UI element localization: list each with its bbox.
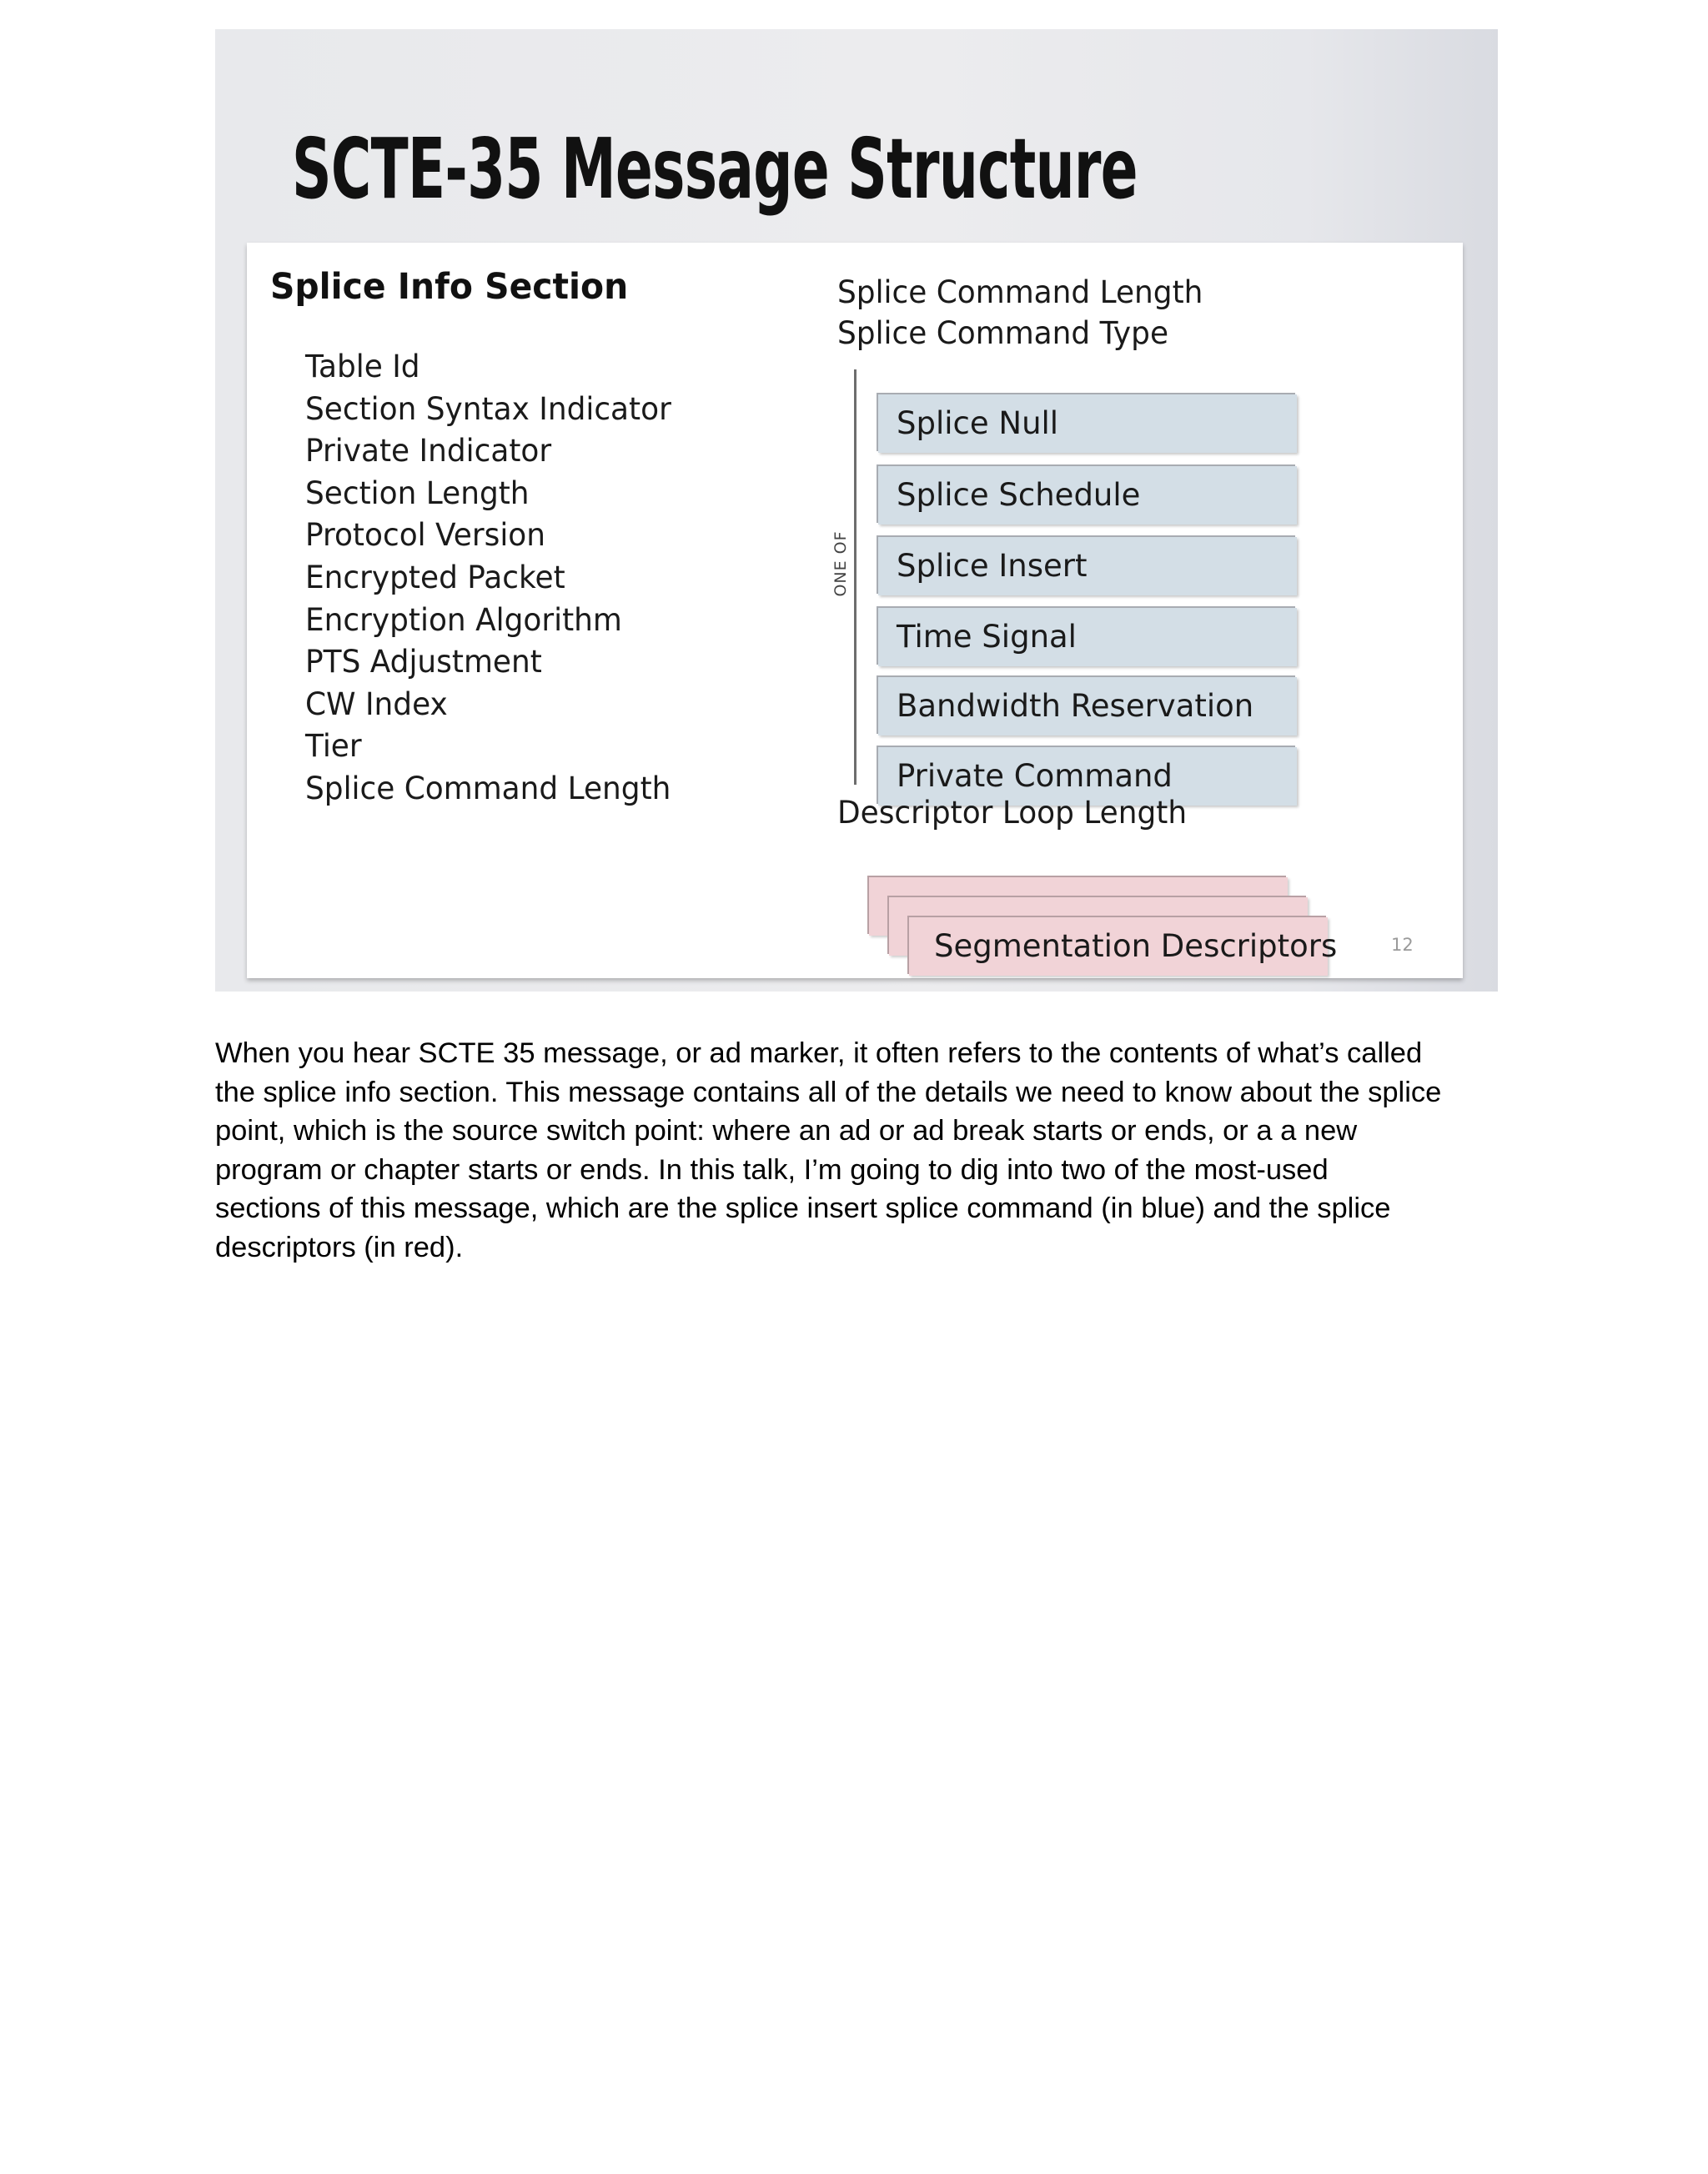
descriptors-label: Segmentation Descriptors	[934, 928, 1338, 964]
field-item: Private Indicator	[305, 433, 552, 469]
field-item: PTS Adjustment	[305, 644, 542, 680]
descriptor-box-front	[909, 917, 1338, 976]
field-item: Splice Command Length	[305, 770, 671, 806]
content-panel	[247, 243, 1463, 978]
field-item: Section Syntax Indicator	[305, 390, 671, 427]
command-type-label: Splice Command Type	[837, 315, 1169, 351]
field-item: CW Index	[305, 685, 448, 722]
command-box-splice-insert: Splice Insert	[878, 537, 1297, 595]
field-item: Protocol Version	[305, 517, 546, 554]
notes-line: sections of this message, which are the splice insert splice command (in blue) and the splice	[215, 1192, 1391, 1224]
command-box-splice-null: Splice Null	[878, 394, 1297, 453]
field-item: Tier	[305, 728, 362, 765]
command-box-private-command: Private Command	[878, 747, 1297, 806]
notes-line: point, which is the source switch point: where an ad or ad break starts or ends, or a a new	[215, 1115, 1358, 1147]
descriptor-loop-length-label: Descriptor Loop Length	[837, 795, 1188, 831]
command-box-time-signal: Time Signal	[878, 608, 1297, 666]
notes-line: program or chapter starts or ends. In this talk, I’m going to dig into two of the most-used	[215, 1153, 1329, 1186]
command-length-label: Splice Command Length	[837, 274, 1203, 310]
notes-line: descriptors (in red).	[215, 1231, 464, 1263]
field-item: Encrypted Packet	[305, 559, 565, 595]
slide-title: SCTE-35 Message Structure	[292, 120, 1138, 218]
speaker-notes	[215, 1034, 1516, 1267]
one-of-bracket	[854, 369, 857, 785]
field-list	[305, 346, 682, 811]
section-heading: Splice Info Section	[270, 266, 629, 308]
command-box-bandwidth-reservation: Bandwidth Reservation	[878, 677, 1297, 736]
command-box-splice-schedule: Splice Schedule	[878, 466, 1297, 525]
notes-line: the splice info section. This message contains all of the details we need to know about the splice	[215, 1076, 1442, 1108]
one-of-label: ONE OF	[831, 530, 850, 597]
field-item: Section Length	[305, 474, 530, 511]
slide-number: 12	[1391, 935, 1414, 955]
notes-line: When you hear SCTE 35 message, or ad marker, it often refers to the contents of what’s called	[215, 1037, 1423, 1069]
field-item: Table Id	[305, 349, 420, 384]
field-item: Encryption Algorithm	[305, 601, 622, 638]
slide	[215, 29, 1498, 992]
